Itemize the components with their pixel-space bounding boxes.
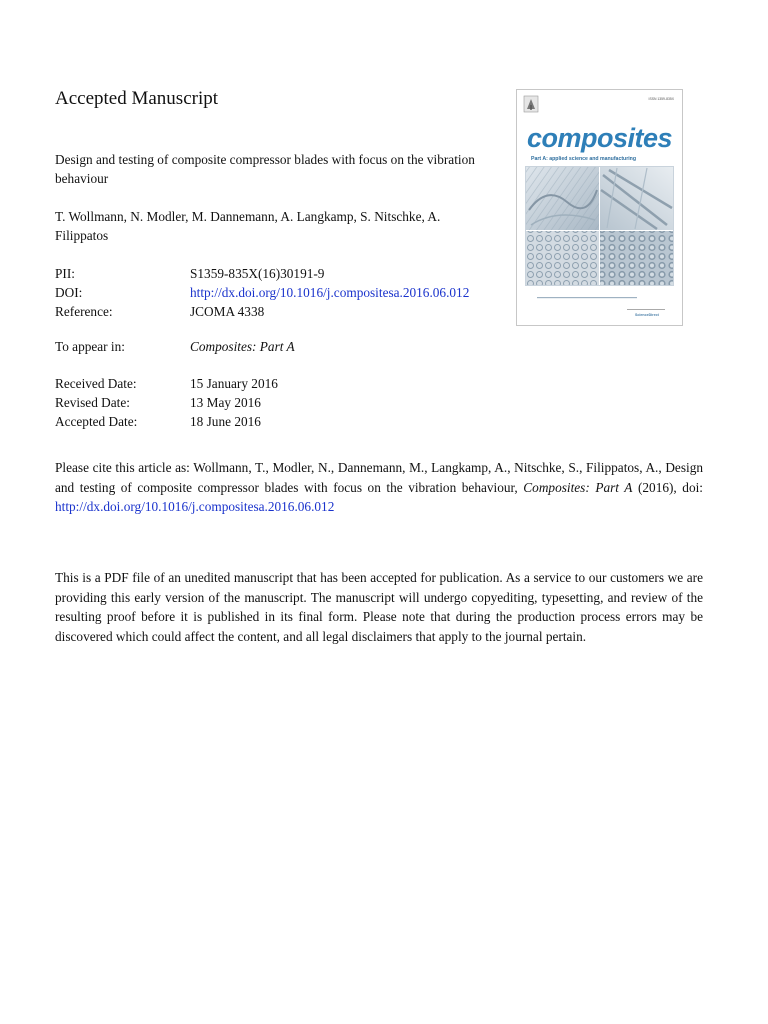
pii-label: PII:	[55, 266, 75, 281]
doi-row	[55, 283, 469, 302]
cover-journal-title: composites	[527, 123, 673, 153]
citation-text: Please cite this article as: Wollmann, T., Modler, N., Dannemann, M., Langkamp, A., Nitschke, S., Filippatos, A., Design and testing of composite compressor blades with focus on the vibration behaviour,	[55, 460, 703, 495]
pii-value: S1359-835X(16)30191-9	[190, 266, 325, 281]
cover-brand: ScienceDirect	[635, 313, 659, 317]
received-row	[55, 374, 278, 393]
page-heading: Accepted Manuscript	[55, 88, 219, 109]
reference-label: Reference:	[55, 304, 113, 319]
cover-image-panels	[525, 166, 674, 286]
accepted-label: Accepted Date:	[55, 414, 138, 429]
cover-footer-line	[537, 297, 637, 298]
journal-name: Composites: Part A	[190, 339, 295, 354]
identifier-block	[55, 264, 469, 321]
citation-journal: Composites: Part A	[523, 479, 633, 495]
doi-label: DOI:	[55, 285, 83, 300]
reference-row	[55, 302, 469, 321]
article-title: Design and testing of composite compressor blades with focus on the vibration behaviour	[55, 152, 475, 186]
journal-cover	[516, 89, 683, 326]
revised-row	[55, 393, 278, 412]
appear-row	[55, 337, 295, 356]
pii-row	[55, 264, 469, 283]
dates-block	[55, 374, 278, 431]
reference-value: JCOMA 4338	[190, 304, 265, 319]
citation-paragraph	[55, 458, 703, 517]
doi-link[interactable]: http://dx.doi.org/10.1016/j.compositesa.2016.06.012	[190, 285, 470, 300]
accepted-row	[55, 412, 278, 431]
accepted-value: 18 June 2016	[190, 414, 261, 429]
disclaimer-paragraph: This is a PDF file of an unedited manuscript that has been accepted for publication. As a service to our customers we are providing this early version of the manuscript. The manuscript will undergo copyediting, typesetting, and review of the resulting proof before it is published in its final form. Please note that during the production process errors may be discovered which could affect the content, and all legal disclaimers that apply to the journal pertain.	[55, 570, 703, 644]
received-value: 15 January 2016	[190, 376, 278, 391]
journal-cover-art	[517, 90, 682, 325]
citation-year: (2016), doi:	[632, 479, 703, 495]
cover-issn: ISSN 1359-835X	[648, 97, 674, 101]
author-list: T. Wollmann, N. Modler, M. Dannemann, A. Langkamp, S. Nitschke, A. Filippatos	[55, 209, 441, 243]
elsevier-logo	[524, 96, 538, 112]
received-label: Received Date:	[55, 376, 137, 391]
appear-block	[55, 337, 295, 356]
appear-label: To appear in:	[55, 339, 125, 354]
revised-value: 13 May 2016	[190, 395, 261, 410]
cover-footer-rule	[627, 309, 665, 310]
cover-subtitle: Part A: applied science and manufacturing	[531, 156, 637, 162]
citation-doi-link[interactable]: http://dx.doi.org/10.1016/j.compositesa.2016.06.012	[55, 499, 335, 515]
revised-label: Revised Date:	[55, 395, 130, 410]
